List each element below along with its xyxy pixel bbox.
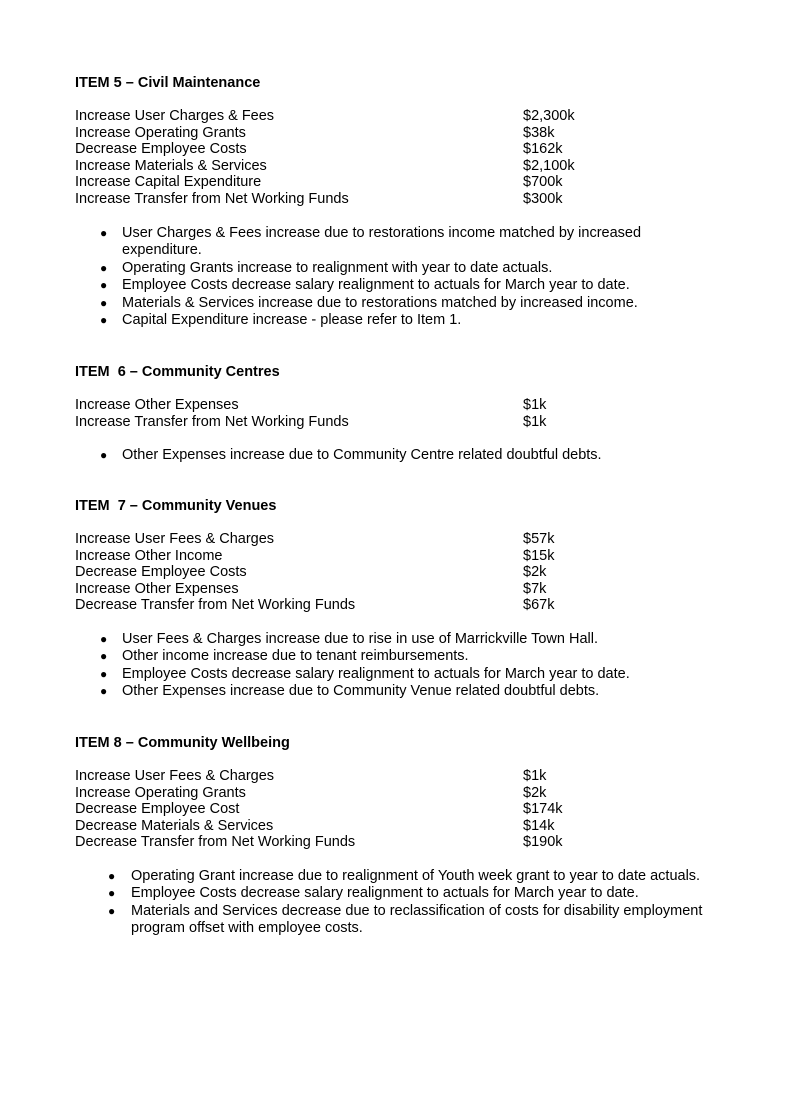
table-row — [75, 191, 755, 208]
table-row — [75, 548, 755, 565]
row-amount: $1k — [523, 768, 547, 784]
bullet-text: Employee Costs decrease salary realignment to actuals for March year to date. — [122, 665, 630, 682]
bullet-icon: ● — [100, 631, 108, 646]
list-item — [75, 260, 707, 278]
row-amount: $162k — [523, 141, 563, 158]
row-amount: $2k — [523, 784, 547, 801]
list-item — [75, 868, 711, 886]
bullet-text: Operating Grant increase due to realignment of Youth week grant to year to date actuals. — [131, 867, 701, 884]
row-label: Decrease Employee Cost — [75, 801, 240, 818]
row-amount: $2,100k — [523, 157, 575, 174]
bullet-icon: ● — [100, 448, 108, 463]
list-item — [75, 312, 707, 330]
bullet-icon: ● — [108, 886, 116, 901]
row-amount: $7k — [523, 580, 547, 597]
table-row — [75, 158, 755, 175]
row-amount: $1k — [523, 397, 547, 413]
row-amount: $700k — [523, 174, 563, 191]
table-row — [75, 818, 755, 835]
budget-table — [75, 397, 755, 430]
list-item — [75, 666, 707, 684]
bullet-list — [75, 868, 755, 938]
row-amount: $57k — [523, 531, 555, 547]
row-label: Increase Other Expenses — [75, 580, 239, 597]
bullet-icon: ● — [100, 260, 108, 275]
bullet-icon: ● — [100, 666, 108, 681]
row-amount: $67k — [523, 597, 555, 614]
bullet-text: Other Expenses increase due to Community Venue related doubtful debts. — [122, 683, 600, 700]
item-8-section — [75, 735, 755, 938]
row-amount: $300k — [523, 190, 563, 207]
item-7-section — [75, 498, 755, 701]
bullet-text: User Charges & Fees increase due to restorations income matched by increased expenditure. — [122, 224, 642, 259]
bullet-icon: ● — [100, 295, 108, 310]
row-amount: $174k — [523, 801, 563, 818]
table-row — [75, 174, 755, 191]
item-6-section — [75, 364, 755, 465]
row-amount: $2k — [523, 564, 547, 581]
bullet-text: User Fees & Charges increase due to rise in use of Marrickville Town Hall. — [122, 630, 599, 647]
row-label: Decrease Transfer from Net Working Funds — [75, 597, 356, 614]
list-item — [75, 683, 707, 701]
bullet-text: Other income increase due to tenant reimbursements. — [122, 648, 469, 665]
row-label: Increase Materials & Services — [75, 157, 267, 174]
item-5-section — [75, 75, 755, 330]
row-label: Decrease Employee Costs — [75, 564, 247, 581]
bullet-text: Employee Costs decrease salary realignment to actuals for March year to date. — [122, 277, 630, 294]
bullet-text: Materials & Services increase due to restorations matched by increased income. — [122, 294, 638, 311]
item-heading: ITEM 5 – Civil Maintenance — [75, 75, 261, 91]
table-row — [75, 834, 755, 851]
row-label: Increase User Fees & Charges — [75, 768, 275, 784]
row-label: Increase Operating Grants — [75, 784, 246, 801]
row-amount: $190k — [523, 834, 563, 851]
item-heading: ITEM 8 – Community Wellbeing — [75, 735, 290, 751]
bullet-icon: ● — [100, 684, 108, 699]
table-row — [75, 397, 755, 414]
row-label: Decrease Employee Costs — [75, 141, 247, 158]
row-label: Increase User Charges & Fees — [75, 108, 275, 124]
bullet-icon: ● — [100, 649, 108, 664]
bullet-text: Materials and Services decrease due to reclassification of costs for disability employment program offset with employee costs. — [131, 902, 703, 937]
list-item — [75, 225, 707, 260]
bullet-text: Operating Grants increase to realignment with year to date actuals. — [122, 259, 553, 276]
bullet-icon: ● — [100, 313, 108, 328]
row-label: Increase Other Income — [75, 547, 223, 564]
row-amount: $38k — [523, 124, 555, 141]
bullet-text: Employee Costs decrease salary realignment to actuals for March year to date. — [131, 885, 639, 902]
list-item — [75, 648, 707, 666]
table-row — [75, 597, 755, 614]
row-amount: $15k — [523, 547, 555, 564]
bullet-icon: ● — [100, 278, 108, 293]
list-item — [75, 447, 707, 465]
list-item — [75, 277, 707, 295]
row-label: Increase Capital Expenditure — [75, 174, 262, 191]
budget-table — [75, 531, 755, 614]
bullet-list — [75, 447, 755, 465]
row-label: Increase Transfer from Net Working Funds — [75, 190, 349, 207]
budget-table — [75, 108, 755, 208]
list-item — [75, 295, 707, 313]
budget-table — [75, 768, 755, 851]
table-row — [75, 564, 755, 581]
item-heading: ITEM 7 – Community Venues — [75, 498, 277, 514]
table-row — [75, 141, 755, 158]
bullet-icon: ● — [100, 225, 108, 240]
bullet-text: Capital Expenditure increase - please refer to Item 1. — [122, 312, 462, 329]
list-item — [75, 903, 711, 938]
item-heading: ITEM 6 – Community Centres — [75, 364, 280, 380]
row-label: Increase Operating Grants — [75, 124, 246, 141]
row-amount: $2,300k — [523, 108, 575, 124]
table-row — [75, 531, 755, 548]
table-row — [75, 108, 755, 125]
bullet-icon: ● — [108, 868, 116, 883]
table-row — [75, 581, 755, 598]
list-item — [75, 631, 707, 649]
table-row — [75, 801, 755, 818]
row-label: Increase Transfer from Net Working Funds — [75, 413, 349, 430]
row-label: Decrease Transfer from Net Working Funds — [75, 834, 356, 851]
table-row — [75, 785, 755, 802]
row-label: Increase User Fees & Charges — [75, 531, 275, 547]
row-amount: $1k — [523, 413, 547, 430]
list-item — [75, 885, 711, 903]
bullet-icon: ● — [108, 903, 116, 918]
bullet-text: Other Expenses increase due to Community Centre related doubtful debts. — [122, 447, 602, 464]
bullet-list — [75, 631, 755, 701]
row-amount: $14k — [523, 817, 555, 834]
table-row — [75, 768, 755, 785]
table-row — [75, 414, 755, 431]
row-label: Decrease Materials & Services — [75, 817, 274, 834]
table-row — [75, 125, 755, 142]
row-label: Increase Other Expenses — [75, 397, 239, 413]
bullet-list — [75, 225, 755, 330]
